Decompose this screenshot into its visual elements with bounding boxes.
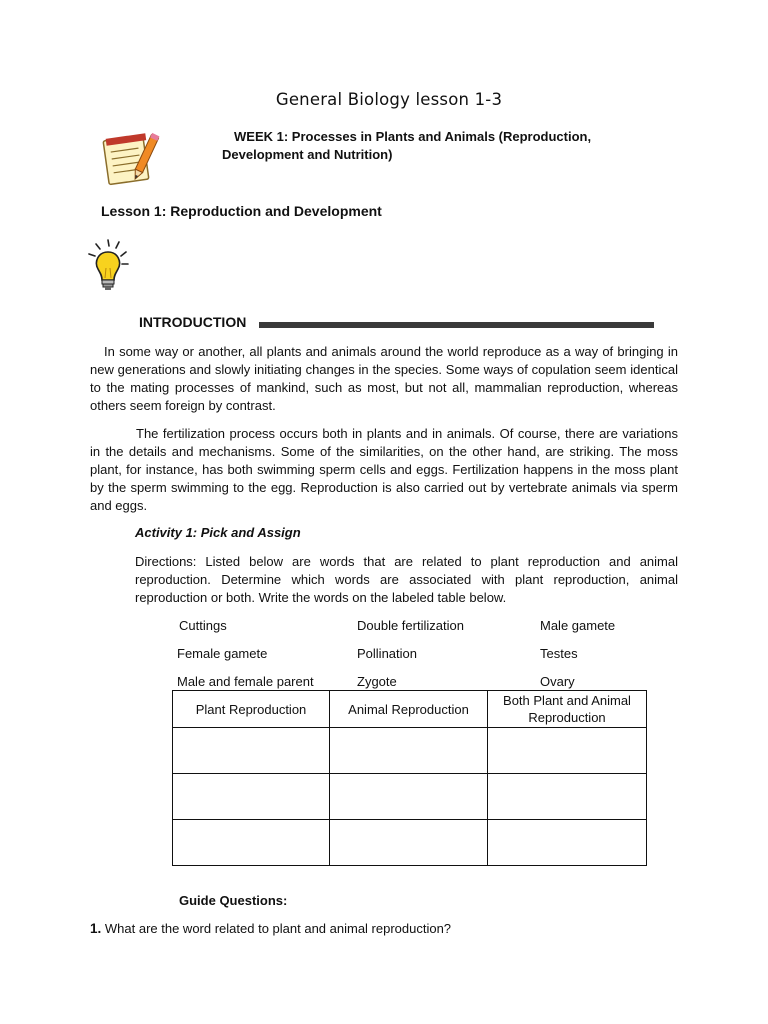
week-heading-line1: WEEK 1: Processes in Plants and Animals (Reproduction,: [234, 129, 592, 144]
word-double-fertilization: Double fertilization: [357, 618, 464, 633]
week-heading-line2: Development and Nutrition): [222, 147, 393, 162]
table-row: [173, 774, 647, 820]
introduction-heading: [139, 314, 659, 334]
question-1: [90, 921, 451, 936]
header-animal-reproduction: Animal Reproduction: [330, 691, 488, 728]
word-testes: Testes: [540, 646, 578, 661]
document-title: General Biology lesson 1-3: [275, 90, 503, 109]
table-cell[interactable]: [173, 728, 330, 774]
paragraph-2: The fertilization process occurs both in plants and in animals. Of course, there are variations in the details and mechanisms. Some of the similarities, on the other hand, are striking. The moss plant, for instance, has both swimming sperm cells and eggs. Fertilization happens in the moss plant by the sperm swimming to the egg. Reproduction is also carried out by vertebrate animals via sperm and eggs.: [90, 426, 678, 513]
word-male-and-female-parent: Male and female parent: [177, 674, 314, 689]
table-cell[interactable]: [330, 820, 488, 866]
directions-text: Directions: Listed below are words that are related to plant reproduction and animal reproduction. Determine which words are associated with plant reproduction, animal reproduction or both. Write the words on the labeled table below.: [135, 554, 678, 605]
word-male-gamete: Male gamete: [540, 618, 616, 633]
question-1-number: 1.: [90, 921, 102, 936]
table-cell[interactable]: [330, 774, 488, 820]
introduction-rule: [259, 322, 654, 328]
paragraph-1: In some way or another, all plants and animals around the world reproduce as a way of bringing in new generations and slowly initiating changes in the species. Some ways of copulation seem identical to the mating processes of mankind, such as most, but not all, mammalian reproduction, whereas others seem foreign by contrast.: [90, 344, 678, 413]
table-cell[interactable]: [330, 728, 488, 774]
week-heading: [222, 128, 642, 164]
question-1-text: What are the word related to plant and animal reproduction?: [104, 921, 452, 936]
word-pollination: Pollination: [357, 646, 417, 661]
table-cell[interactable]: [488, 774, 647, 820]
lightbulb-icon: [86, 238, 136, 292]
guide-questions-heading: Guide Questions:: [179, 893, 288, 908]
word-female-gamete: Female gamete: [177, 646, 268, 661]
classification-table: [172, 690, 647, 866]
table-cell[interactable]: [488, 820, 647, 866]
header-both-reproduction: Both Plant and Animal Reproduction: [488, 691, 647, 728]
introduction-label: INTRODUCTION: [139, 314, 247, 330]
lesson-heading: Lesson 1: Reproduction and Development: [101, 203, 382, 219]
header-plant-reproduction: Plant Reproduction: [173, 691, 330, 728]
table-cell[interactable]: [173, 774, 330, 820]
table-header-row: [173, 691, 647, 728]
table-row: [173, 728, 647, 774]
table-cell[interactable]: [173, 820, 330, 866]
word-cuttings: Cuttings: [179, 618, 227, 633]
activity-title: Activity 1: Pick and Assign: [135, 525, 301, 540]
table-cell[interactable]: [488, 728, 647, 774]
word-ovary: Ovary: [540, 674, 575, 689]
word-zygote: Zygote: [357, 674, 397, 689]
notepad-pencil-icon: [100, 128, 162, 188]
table-row: [173, 820, 647, 866]
